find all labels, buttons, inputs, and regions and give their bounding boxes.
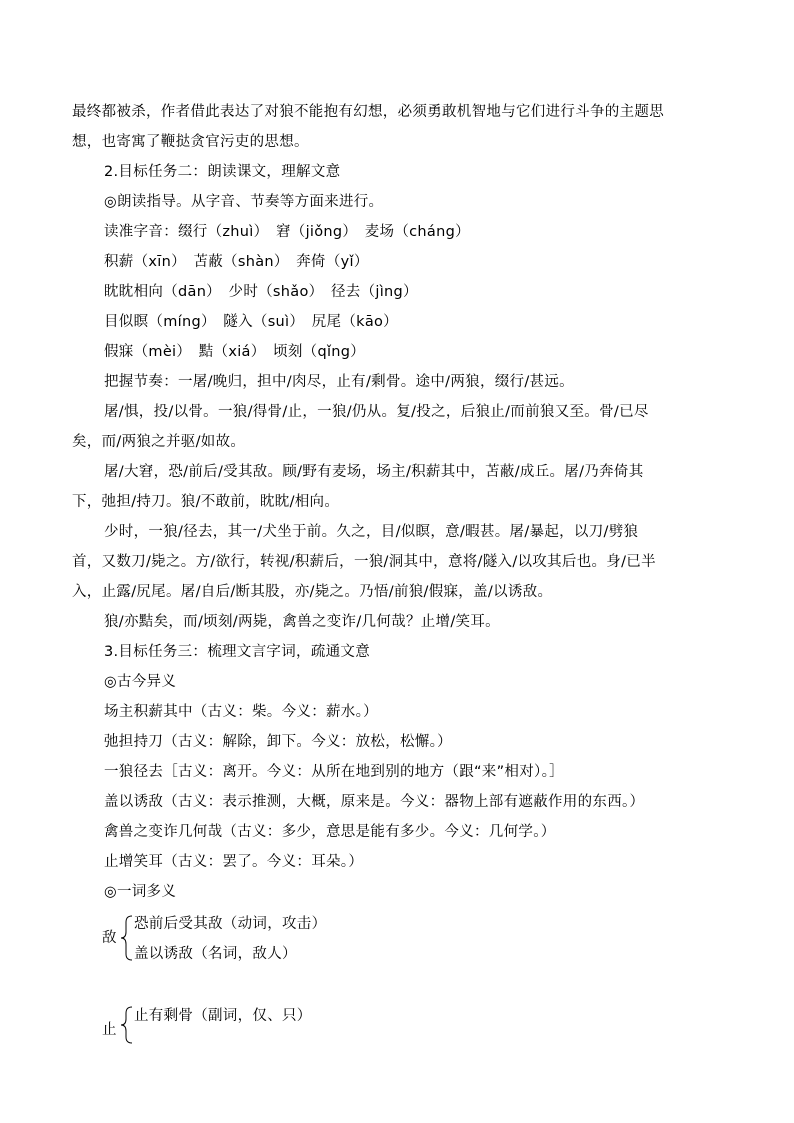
paragraph-line: 目似瞑（míng） 隧入（suì） 尻尾（kāo） — [104, 314, 398, 330]
paragraph-line: 读准字音：缀行（zhuì） 窘（jiǒng） 麦场（cháng） — [104, 224, 470, 240]
brace-icon — [120, 1005, 134, 1045]
paragraph-line: 盖以诱敌（古义：表示推测，大概，原来是。今义：器物上部有遮蔽作用的东西。） — [104, 794, 645, 810]
paragraph-line: 最终都被杀，作者借此表达了对狼不能抱有幻想，必须勇敢机智地与它们进行斗争的主题思 — [72, 104, 664, 120]
subsection-heading: ◎一词多义 — [104, 884, 177, 900]
paragraph-line: 狼/亦黠矣，而/顷刻/两毙，禽兽之变诈/几何哉？止增/笑耳。 — [104, 614, 500, 630]
paragraph-line: 矣，而/两狼之并驱/如故。 — [72, 434, 246, 450]
paragraph-line: 首，又数刀/毙之。方/欲行，转视/积薪后，一狼/洞其中，意将/隧入/以攻其后也。身/已半 — [72, 554, 656, 570]
section-heading: 2.目标任务二：朗读课文，理解文意 — [104, 164, 341, 180]
subsection-heading: ◎古今异义 — [104, 674, 177, 690]
paragraph-line: 弛担持刀（古义：解除，卸下。今义：放松，松懈。） — [104, 734, 452, 750]
polysemy-item: 止有剩骨（副词，仅、只） — [134, 1008, 312, 1024]
paragraph-line: ◎朗读指导。从字音、节奏等方面来进行。 — [104, 194, 384, 210]
polysemy-word: 止 — [102, 1022, 117, 1038]
paragraph-line: 想，也寄寓了鞭挞贪官污吏的思想。 — [72, 134, 309, 150]
paragraph-line: 一狼径去［古义：离开。今义：从所在地到别的地方（跟“来”相对）。］ — [104, 764, 564, 780]
paragraph-line: 屠/惧，投/以骨。一狼/得骨/止，一狼/仍从。复/投之，后狼止/而前狼又至。骨/已尽 — [104, 404, 649, 420]
paragraph-line: 下，弛担/持刀。狼/不敢前，眈眈/相向。 — [72, 494, 340, 510]
paragraph-line: 眈眈相向（dān） 少时（shǎo） 径去（jìng） — [104, 284, 418, 300]
paragraph-line: 假寐（mèi） 黠（xiá） 顷刻（qǐng） — [104, 344, 366, 360]
paragraph-line: 少时，一狼/径去，其一/犬坐于前。久之，目/似瞑，意/暇甚。屠/暴起，以刀/劈狼 — [104, 524, 639, 540]
polysemy-word: 敌 — [102, 930, 117, 946]
paragraph-line: 屠/大窘，恐/前后/受其敌。顾/野有麦场，场主/积薪其中，苫蔽/成丘。屠/乃奔倚其 — [104, 464, 644, 480]
paragraph-line: 场主积薪其中（古义：柴。今义：薪水。） — [104, 704, 378, 720]
brace-icon — [120, 914, 134, 962]
section-heading: 3.目标任务三：梳理文言字词，疏通文意 — [104, 644, 371, 660]
polysemy-item: 盖以诱敌（名词，敌人） — [134, 946, 297, 962]
paragraph-line: 止增笑耳（古义：罢了。今义：耳朵。） — [104, 854, 364, 870]
paragraph-line: 禽兽之变诈几何哉（古义：多少，意思是能有多少。今义：几何学。） — [104, 824, 556, 840]
paragraph-line: 入，止露/尻尾。屠/自后/断其股，亦/毙之。乃悟/前狼/假寐，盖/以诱敌。 — [72, 584, 553, 600]
paragraph-line: 积薪（xīn） 苫蔽（shàn） 奔倚（yǐ） — [104, 254, 369, 270]
polysemy-item: 恐前后受其敌（动词，攻击） — [134, 916, 327, 932]
paragraph-line: 把握节奏：一屠/晚归，担中/肉尽，止有/剩骨。途中/两狼，缀行/甚远。 — [104, 374, 574, 390]
